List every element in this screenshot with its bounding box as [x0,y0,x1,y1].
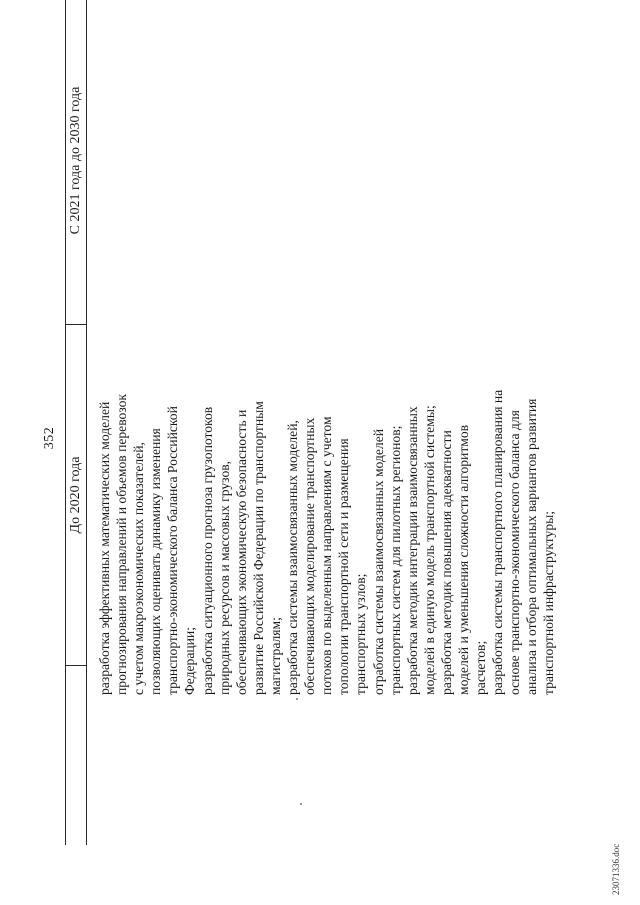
text-line: разработка системы взаимосвязанных моделей, [285,420,301,695]
text-line: разработка методик интеграции взаимосвязанных [404,406,420,695]
text-line: развитие Российской Федерации по транспортным [250,401,266,695]
text-line: транспортных узлов; [353,573,369,695]
text-line: разработка эффективных математических моделей [97,401,112,695]
text-line: моделей и уменьшения сложности алгоритмов [455,424,471,695]
document-code: 23071336.doc [611,843,621,895]
table-header-border [86,0,87,845]
text-line: разработка методик повышения адекватности [438,430,454,695]
scan-speck [296,698,298,700]
text-line: моделей в единую модель транспортной системы; [421,405,437,695]
text-line: топологии транспортной сети и размещения [336,438,352,695]
text-line: Федерации; [182,627,198,695]
table-column-divider-1 [65,665,87,666]
text-line: обеспечивающих моделирование транспортных [302,417,318,695]
text-line: обеспечивающих экономическую безопасность и [233,409,249,695]
text-line: с учетом макроэкономических показателей, [131,442,147,695]
table-cell-until-2020 [96,325,558,695]
text-line: магистралям; [267,617,283,695]
text-line: транспортных систем для пилотных регионов; [387,425,403,695]
scan-speck [300,803,302,805]
text-line: прогнозирования направлений и объемов перевозок [114,393,130,695]
table-header-empty [67,667,85,845]
text-line: отработка системы взаимосвязанных моделей [370,428,386,695]
text-line: разработка системы транспортного планирования на [490,389,506,695]
text-line: позволяющих оценивать динамику изменения [148,428,164,695]
text-line: потоков по выделенным направлениям с учетом [319,416,335,695]
page-number: 352 [42,426,57,450]
text-line: разработка ситуационного прогноза грузопотоков [199,406,215,695]
text-line: расчетов; [473,640,489,695]
text-line: основе транспортно-экономического баланса для [507,410,523,695]
text-line: природных ресурсов и массовых грузов, [216,460,232,695]
table-top-border [65,0,66,845]
text-line: транспортно-экономического баланса Российской [165,406,181,695]
text-line: транспортной инфраструктуры; [541,510,557,695]
table-header-2021-2030: С 2021 года до 2030 года [68,86,83,235]
text-line: анализа и отбора оптимальных вариантов развития [524,398,540,695]
table-header-until-2020: До 2020 года [68,456,83,534]
